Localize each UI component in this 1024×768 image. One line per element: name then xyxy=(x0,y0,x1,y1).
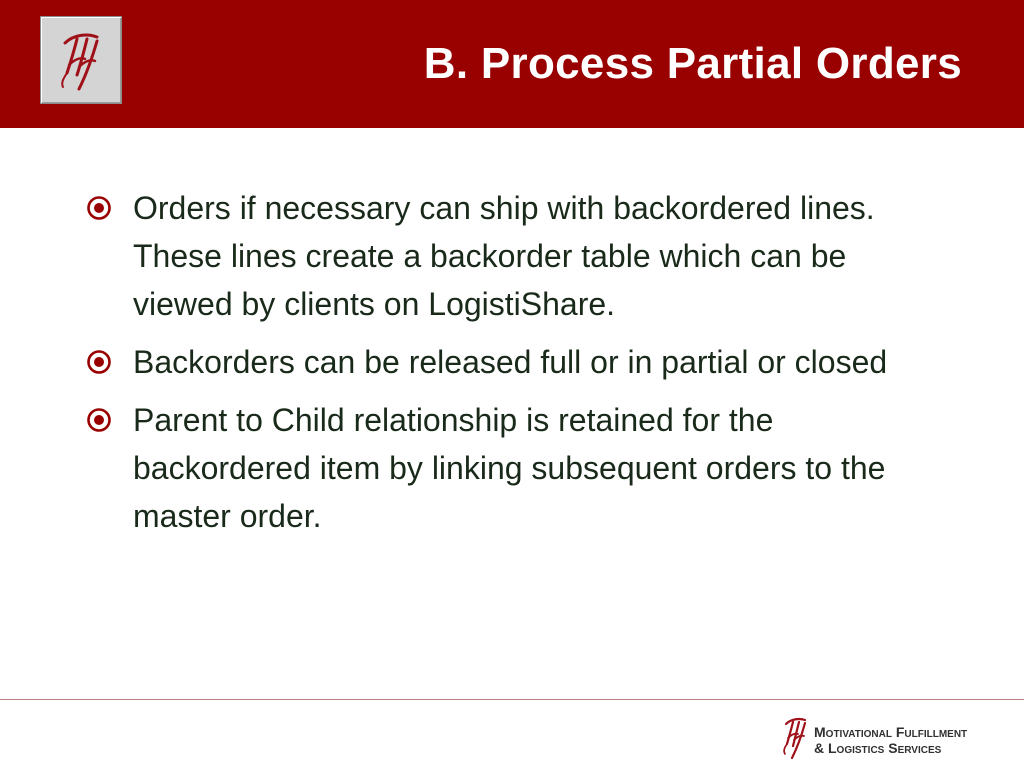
mf-monogram-icon xyxy=(780,712,814,764)
circled-dot-icon xyxy=(86,349,112,375)
bullet-text: Backorders can be released full or in partial or closed xyxy=(133,344,888,380)
bullet-text: Orders if necessary can ship with backordered lines. These lines create a backorder table which can be viewed by clients on LogistiShare. xyxy=(133,190,875,322)
circled-dot-icon xyxy=(86,407,112,433)
company-name xyxy=(814,725,967,755)
mf-monogram-logo-icon xyxy=(41,17,121,103)
company-name-line-1: Motivational Fulfillment xyxy=(814,724,968,740)
list-item xyxy=(86,338,916,386)
list-item xyxy=(86,396,916,540)
title-bar xyxy=(0,0,1024,128)
company-logo xyxy=(780,712,1000,764)
company-name-line-2: & Logistics Services xyxy=(814,740,942,756)
bullet-text: Parent to Child relationship is retained for the backordered item by linking subsequent orders to the master order. xyxy=(133,402,886,534)
circled-dot-icon xyxy=(86,195,112,221)
footer-divider xyxy=(0,699,1024,700)
logo-box xyxy=(40,16,122,104)
list-item xyxy=(86,184,916,328)
slide-title: B. Process Partial Orders xyxy=(423,39,962,88)
bullet-list xyxy=(86,184,916,550)
